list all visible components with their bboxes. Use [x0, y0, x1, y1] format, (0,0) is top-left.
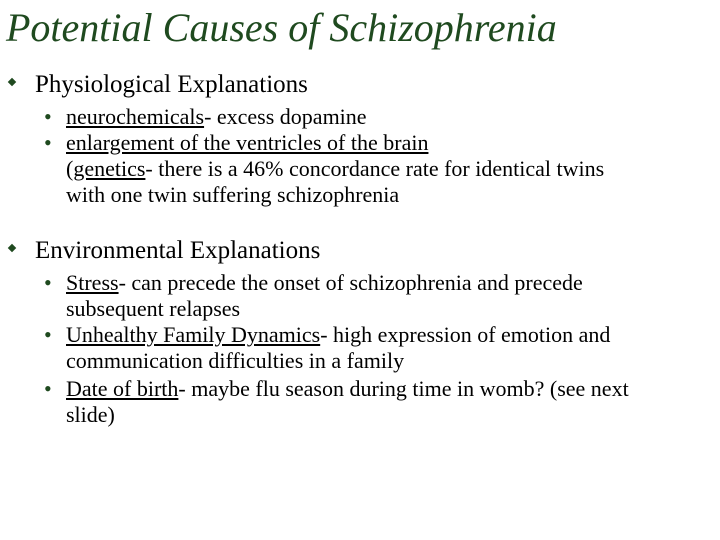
item-term: neurochemicals [66, 104, 205, 129]
section-physiological [0, 70, 720, 100]
bullet-dot-icon: • [44, 376, 52, 401]
item-text: - can precede the onset of schizophrenia and precede [118, 270, 583, 295]
section-environmental [0, 236, 720, 266]
bullet-dot-icon: • [44, 322, 52, 347]
item-term: Stress [66, 270, 119, 295]
item-text: - maybe flu season during time in womb? (see next [178, 376, 629, 401]
section-heading: Physiological Explanations [35, 71, 308, 98]
section-heading: Environmental Explanations [35, 237, 321, 264]
item-text: subsequent relapses [66, 296, 241, 321]
item-prefix: ( [66, 156, 74, 181]
item-text: communication difficulties in a family [66, 348, 405, 373]
bullet-dot-icon: • [44, 104, 52, 129]
slide-title: Potential Causes of Schizophrenia [6, 5, 557, 50]
item-text: with one twin suffering schizophrenia [66, 182, 400, 207]
item-text: - there is a 46% concordance rate for identical twins [145, 156, 605, 181]
item-text: - excess dopamine [204, 104, 367, 129]
item-term: genetics [73, 156, 146, 181]
item-text: - high expression of emotion and [320, 322, 611, 347]
item-text: slide) [66, 402, 115, 427]
item-term: Date of birth [66, 376, 179, 401]
bullet-dot-icon: • [44, 130, 52, 155]
item-term: enlargement of the ventricles of the brain [66, 130, 429, 155]
bullet-dot-icon: • [44, 270, 52, 295]
item-term: Unhealthy Family Dynamics [66, 322, 321, 347]
diamond-bullet-icon [8, 244, 16, 252]
diamond-bullet-icon [8, 78, 16, 86]
